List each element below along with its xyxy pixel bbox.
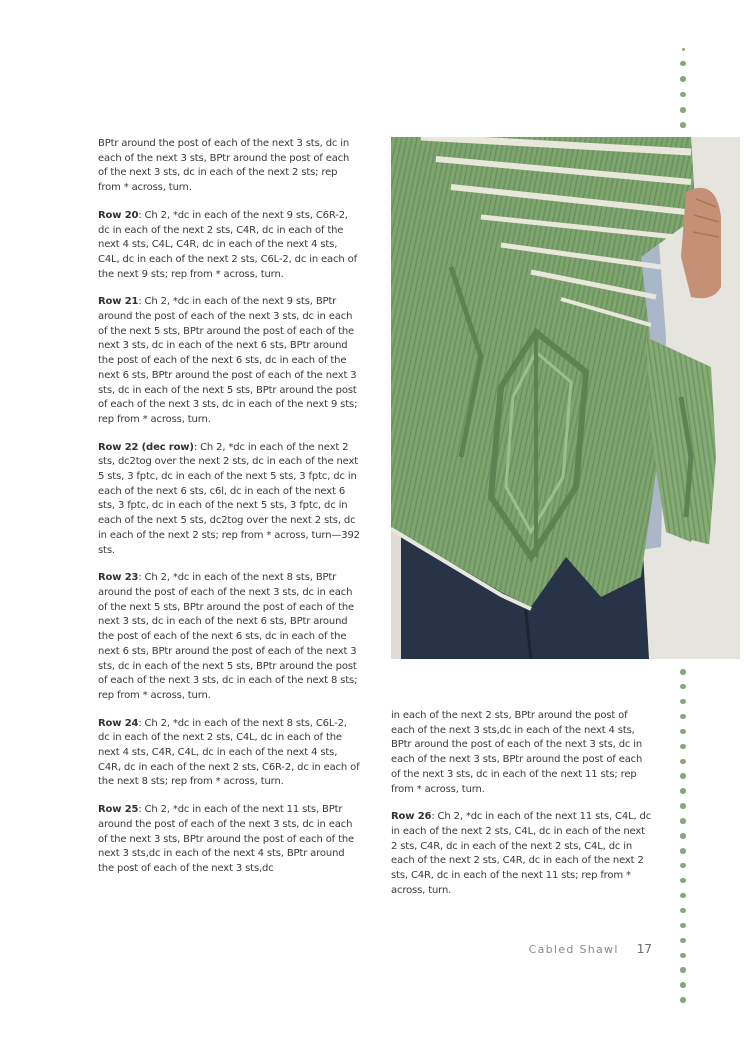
dot [680,967,686,973]
dot [680,953,686,959]
instruction-paragraph [98,571,360,703]
row-label: Row 22 (dec row) [98,441,194,453]
row-label: Row 23 [98,572,139,584]
dot [680,893,686,899]
instruction-paragraph [98,295,360,427]
dot [680,699,686,705]
dot [680,61,686,67]
dot [680,818,686,824]
row-text: BPtr around the post of each of the next 3 sts, dc in each of the next 3 sts, BPtr around the post of each of the next 3 sts, dc in each of the next 2 sts; rep from * across, turn. [98,138,350,194]
dot [680,107,686,113]
row-label: Row 24 [98,717,139,729]
dot [680,122,686,128]
decorative-dot-rule-top [680,48,686,128]
dot [680,863,686,869]
instructions-left-column [98,137,360,890]
dot [680,833,686,839]
instruction-paragraph [98,803,360,877]
row-label: Row 20 [98,209,139,221]
dot [680,923,686,929]
dot [680,744,686,750]
dot [680,729,686,735]
shawl-illustration [391,137,740,659]
dot [680,76,686,82]
instruction-paragraph [391,810,653,898]
instruction-paragraph [98,209,360,283]
row-label: Row 25 [98,804,139,816]
dot [680,773,686,779]
row-text: : Ch 2, *dc in each of the next 2 sts, dc2tog over the next 2 sts, dc in each of the next 5 sts, 3 fptc, dc in each of the next 5 sts, 3 fptc, dc in each of the next 6 sts, c6l, dc in each of the next 6 sts, 3 fptc, dc in each of the next 5 sts, 3 fptc, dc in each of the next 5 sts, dc2tog over the next 2 sts, dc in each of the next 2 sts; rep from * across, turn—392 sts. [98,441,360,556]
instruction-paragraph [98,441,360,559]
page-footer [529,942,652,956]
instruction-paragraph [391,709,653,797]
row-text: : Ch 2, *dc in each of the next 11 sts, BPtr around the post of each of the next 3 sts, dc in each of the next 3 sts, BPtr around the post of each of the next 3 sts,dc in each of the next 4 sts, BPtr around the post of each of the next 3 sts,dc [98,804,355,874]
row-text: : Ch 2, *dc in each of the next 9 sts, BPtr around the post of each of the next 3 sts, dc in each of the next 5 sts, BPtr around the post of each of the next 3 sts, dc in each of the next 6 sts, BPtr around the post of each of the next 6 sts, dc in each of the next 6 sts, BPtr around the post of each of the next 3 sts, dc in each of the next 5 sts, BPtr around the post of each of the next 3 sts, dc in each of the next 9 sts; rep from * across, turn. [98,296,358,425]
instruction-paragraph [98,717,360,791]
row-text: in each of the next 2 sts, BPtr around the post of each of the next 3 sts,dc in each of the next 4 sts, BPtr around the post of each of the next 3 sts, dc in each of the next 3 sts, BPtr around the post of each of the next 3 sts, dc in each of the next 11 sts; rep from * across, turn. [391,710,643,795]
row-text: : Ch 2, *dc in each of the next 9 sts, C6R-2, dc in each of the next 2 sts, C4R, dc in each of the next 4 sts, C4L, C4R, dc in each of the next 4 sts, C4L, dc in each of the next 2 sts, C6L-2, dc in each of the next 9 sts; rep from * across, turn. [98,209,357,280]
row-text: : Ch 2, *dc in each of the next 8 sts, BPtr around the post of each of the next 3 sts, dc in each of the next 5 sts, BPtr around the post of each of the next 3 sts, dc in each of the next 6 sts, BPtr around the post of each of the next 6 sts, dc in each of the next 6 sts, BPtr around the post of each of the next 3 sts, dc in each of the next 5 sts, BPtr around the post of each of the next 3 sts, dc in each of the next 8 sts; rep from * across, turn. [98,572,358,701]
dot [680,684,686,690]
page-number: 17 [636,942,652,956]
dot [680,997,686,1003]
running-title: Cabled Shawl [528,943,619,956]
dot [680,714,686,720]
dot [680,878,686,884]
shawl-photo [391,137,740,659]
dot [680,788,686,794]
dot [680,803,686,809]
dot [680,982,686,988]
dot [682,48,685,51]
decorative-dot-rule-bottom [680,669,686,1003]
instructions-right-column [391,709,653,911]
dot [680,759,686,765]
dot [680,92,686,98]
row-text: : Ch 2, *dc in each of the next 8 sts, C6L-2, dc in each of the next 2 sts, C4L, dc in each of the next 4 sts, C4R, C4L, dc in each of the next 4 sts, C4R, dc in each of the next 2 sts, C6R-2, dc in each of the next 8 sts; rep from * across, turn. [98,717,360,788]
row-label: Row 26 [391,811,432,823]
row-label: Row 21 [98,296,139,308]
row-text: : Ch 2, *dc in each of the next 11 sts, C4L, dc in each of the next 2 sts, C4L, dc in each of the next 2 sts, C4R, dc in each of the next 2 sts, C4L, dc in each of the next 2 sts, C4R, dc in each of the next 2 sts, C4R, dc in each of the next 11 sts; rep from * across, turn. [391,811,652,896]
dot [680,908,686,914]
dot [680,848,686,854]
dot [680,669,686,675]
instruction-paragraph [98,137,360,196]
dot [680,938,686,944]
